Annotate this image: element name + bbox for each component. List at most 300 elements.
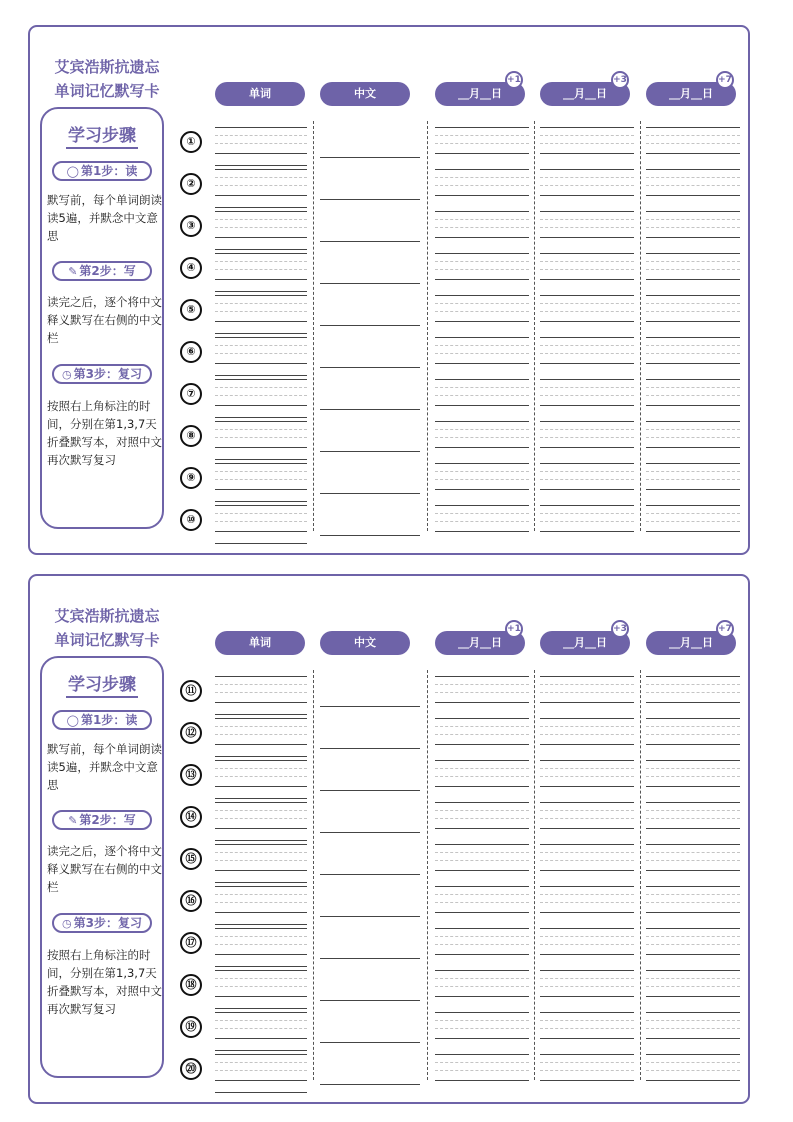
word-line [215,249,307,250]
review-badge-plus1: +1 [505,620,523,638]
step-1-badge: ◯ 第1步：读 [52,161,152,181]
guide-line [646,818,740,819]
chinese-line [320,409,420,410]
guide-line [215,684,307,685]
chinese-line [320,958,420,959]
steps-title: 学习步骤 [66,126,138,149]
review-line [646,828,740,829]
guide-line [435,734,529,735]
word-line [215,912,307,913]
row-number: ⑭ [180,806,202,828]
review-line [646,702,740,703]
word-line [215,211,307,212]
review-line [435,337,529,338]
guide-line [646,479,740,480]
review-line [435,169,529,170]
review-line [646,169,740,170]
steps-title: 学习步骤 [66,675,138,698]
guide-line [540,353,634,354]
guide-line [646,1020,740,1021]
guide-line [646,513,740,514]
header-chinese: 中文 [320,631,410,655]
word-line [215,718,307,719]
row-number: ③ [180,215,202,237]
guide-line [540,902,634,903]
row-number: ⑮ [180,848,202,870]
row-number: ④ [180,257,202,279]
guide-line [646,978,740,979]
word-line [215,253,307,254]
chinese-line [320,790,420,791]
review-line [540,886,634,887]
review-line [540,237,634,238]
review-line [646,928,740,929]
review-line [435,954,529,955]
word-line [215,702,307,703]
row-number: ① [180,131,202,153]
guide-line [215,810,307,811]
guide-line [646,143,740,144]
guide-line [540,734,634,735]
review-line [646,1054,740,1055]
column-separator [427,670,428,1080]
guide-line [435,177,529,178]
guide-line [215,986,307,987]
review-line [540,337,634,338]
word-line [215,379,307,380]
step-2-badge: ✎ 第2步：写 [52,261,152,281]
guide-line [435,303,529,304]
word-line [215,756,307,757]
header-day1-date: __月__日 [435,82,525,106]
review-line [435,447,529,448]
chinese-line [320,367,420,368]
word-line [215,786,307,787]
review-line [435,321,529,322]
word-line [215,1054,307,1055]
review-line [540,421,634,422]
chinese-line [320,157,420,158]
guide-line [435,860,529,861]
header-day3-date: __月__日 [540,631,630,655]
review-line [540,744,634,745]
guide-line [540,429,634,430]
column-separator [640,670,641,1080]
guide-line [435,143,529,144]
review-line [646,379,740,380]
guide-line [540,471,634,472]
guide-line [540,521,634,522]
review-line [435,802,529,803]
word-line [215,421,307,422]
guide-line [540,936,634,937]
guide-line [435,185,529,186]
review-line [540,127,634,128]
guide-line [540,437,634,438]
review-line [646,505,740,506]
review-line [540,970,634,971]
row-number: ⑤ [180,299,202,321]
column-separator [313,121,314,531]
word-line [215,375,307,376]
guide-line [540,768,634,769]
review-line [646,447,740,448]
review-line [646,870,740,871]
row-number: ⑩ [180,509,202,531]
guide-line [646,852,740,853]
guide-line [435,513,529,514]
step-1-text: 默写前，每个单词朗读读5遍，并默念中文意思 [47,742,162,792]
review-line [646,405,740,406]
speech-bubble-icon: ◯ [66,714,79,727]
review-line [435,363,529,364]
review-line [435,886,529,887]
review-line [646,1012,740,1013]
chinese-line [320,493,420,494]
guide-line [435,261,529,262]
header-word: 单词 [215,82,305,106]
row-number: ② [180,173,202,195]
word-line [215,870,307,871]
chinese-line [320,451,420,452]
guide-line [540,143,634,144]
review-line [540,279,634,280]
word-line [215,333,307,334]
review-line [540,363,634,364]
chinese-line [320,283,420,284]
review-line [646,912,740,913]
review-line [646,676,740,677]
guide-line [540,1070,634,1071]
chinese-line [320,874,420,875]
chinese-line [320,832,420,833]
guide-line [540,860,634,861]
guide-line [646,471,740,472]
guide-line [435,1062,529,1063]
review-badge-plus3: +3 [611,620,629,638]
step-1-badge: ◯ 第1步：读 [52,710,152,730]
guide-line [646,387,740,388]
word-line [215,165,307,166]
chinese-line [320,535,420,536]
guide-line [215,429,307,430]
row-number: ⑨ [180,467,202,489]
guide-line [540,1062,634,1063]
row-number: ⑳ [180,1058,202,1080]
guide-line [646,353,740,354]
guide-line [540,395,634,396]
word-line [215,321,307,322]
review-line [646,531,740,532]
guide-line [540,1028,634,1029]
guide-line [646,177,740,178]
word-line [215,714,307,715]
chinese-line [320,1000,420,1001]
dictation-card-2 [28,574,750,1104]
row-number: ⑫ [180,722,202,744]
column-separator [640,121,641,531]
guide-line [646,521,740,522]
guide-line [435,1070,529,1071]
guide-line [540,684,634,685]
word-line [215,676,307,677]
word-line [215,970,307,971]
word-line [215,417,307,418]
guide-line [435,311,529,312]
guide-line [215,135,307,136]
review-line [435,153,529,154]
guide-line [540,726,634,727]
review-line [540,954,634,955]
guide-line [646,768,740,769]
guide-line [215,1028,307,1029]
review-line [435,379,529,380]
review-line [646,954,740,955]
review-line [646,127,740,128]
guide-line [646,936,740,937]
chinese-line [320,706,420,707]
guide-line [435,1028,529,1029]
guide-line [646,1070,740,1071]
review-line [540,676,634,677]
guide-line [215,776,307,777]
guide-line [435,395,529,396]
review-line [646,1038,740,1039]
guide-line [435,387,529,388]
guide-line [646,860,740,861]
pencil-icon: ✎ [68,265,78,278]
review-line [540,786,634,787]
review-line [540,447,634,448]
guide-line [646,894,740,895]
review-line [540,1038,634,1039]
guide-line [646,437,740,438]
review-line [646,802,740,803]
guide-line [435,227,529,228]
guide-line [435,978,529,979]
review-line [435,744,529,745]
word-line [215,459,307,460]
row-number: ⑱ [180,974,202,996]
guide-line [215,860,307,861]
review-line [540,928,634,929]
guide-line [215,269,307,270]
review-line [435,912,529,913]
guide-line [646,986,740,987]
review-line [435,531,529,532]
word-line [215,924,307,925]
guide-line [215,471,307,472]
guide-line [215,768,307,769]
review-line [540,195,634,196]
chinese-line [320,916,420,917]
word-line [215,844,307,845]
review-line [646,489,740,490]
guide-line [646,303,740,304]
column-separator [427,121,428,531]
guide-line [215,479,307,480]
word-line [215,463,307,464]
guide-line [646,810,740,811]
dictation-card-1 [28,25,750,555]
guide-line [646,261,740,262]
header-chinese: 中文 [320,82,410,106]
review-line [540,405,634,406]
guide-line [435,345,529,346]
review-line [646,886,740,887]
step-3-badge: ◷ 第3步：复习 [52,913,152,933]
clock-icon: ◷ [62,368,72,381]
review-line [646,153,740,154]
word-line [215,802,307,803]
guide-line [646,692,740,693]
guide-line [540,513,634,514]
step-2-text: 读完之后，逐个将中文释义默写在右侧的中文栏 [47,295,162,345]
review-line [540,1012,634,1013]
word-line [215,207,307,208]
guide-line [435,135,529,136]
guide-line [646,185,740,186]
guide-line [435,776,529,777]
step-3-text: 按照右上角标注的时间，分别在第1,3,7天折叠默写本，对照中文再次默写复习 [47,399,162,467]
guide-line [646,684,740,685]
review-badge-plus7: +7 [716,71,734,89]
step-3-badge: ◷ 第3步：复习 [52,364,152,384]
guide-line [540,818,634,819]
guide-line [646,269,740,270]
guide-line [646,135,740,136]
header-day1-date: __月__日 [435,631,525,655]
guide-line [435,521,529,522]
chinese-line [320,1084,420,1085]
chinese-line [320,1042,420,1043]
guide-line [215,852,307,853]
review-line [646,760,740,761]
review-line [435,702,529,703]
review-line [646,195,740,196]
column-separator [313,670,314,1080]
review-line [435,505,529,506]
review-badge-plus7: +7 [716,620,734,638]
word-line [215,928,307,929]
review-line [646,279,740,280]
guide-line [215,818,307,819]
row-number: ⑪ [180,680,202,702]
guide-line [215,936,307,937]
guide-line [646,902,740,903]
guide-line [435,219,529,220]
review-line [646,321,740,322]
guide-line [215,1062,307,1063]
review-line [646,237,740,238]
guide-line [435,269,529,270]
review-line [435,870,529,871]
guide-line [435,936,529,937]
word-line [215,279,307,280]
guide-line [215,185,307,186]
review-line [435,253,529,254]
review-line [646,744,740,745]
word-line [215,1038,307,1039]
review-line [646,786,740,787]
steps-panel [40,656,164,1078]
row-number: ⑯ [180,890,202,912]
review-line [540,912,634,913]
review-line [435,295,529,296]
pencil-icon: ✎ [68,814,78,827]
word-line [215,840,307,841]
review-line [646,970,740,971]
review-line [435,279,529,280]
review-line [540,153,634,154]
word-line [215,501,307,502]
step-2-text: 读完之后，逐个将中文释义默写在右侧的中文栏 [47,844,162,894]
guide-line [435,684,529,685]
review-line [646,337,740,338]
guide-line [646,726,740,727]
review-line [540,844,634,845]
word-line [215,1008,307,1009]
guide-line [215,261,307,262]
word-line [215,127,307,128]
header-day7-date: __月__日 [646,82,736,106]
word-line [215,798,307,799]
guide-line [646,395,740,396]
guide-line [215,303,307,304]
speech-bubble-icon: ◯ [66,165,79,178]
review-line [435,421,529,422]
guide-line [540,810,634,811]
word-line [215,882,307,883]
review-line [435,237,529,238]
word-line [215,153,307,154]
guide-line [540,692,634,693]
review-line [435,463,529,464]
guide-line [215,978,307,979]
row-number: ⑦ [180,383,202,405]
review-line [540,211,634,212]
guide-line [215,1070,307,1071]
review-line [435,996,529,997]
review-line [540,718,634,719]
review-line [540,489,634,490]
review-line [646,421,740,422]
word-line [215,531,307,532]
guide-line [540,986,634,987]
step-3-text: 按照右上角标注的时间，分别在第1,3,7天折叠默写本，对照中文再次默写复习 [47,948,162,1016]
guide-line [646,227,740,228]
guide-line [435,692,529,693]
guide-line [435,471,529,472]
review-line [435,786,529,787]
word-line [215,363,307,364]
guide-line [540,852,634,853]
guide-line [646,776,740,777]
guide-line [215,311,307,312]
word-line [215,1050,307,1051]
review-line [540,505,634,506]
review-line [540,463,634,464]
word-line [215,886,307,887]
guide-line [646,429,740,430]
review-line [540,1080,634,1081]
word-line [215,295,307,296]
guide-line [215,395,307,396]
guide-line [215,902,307,903]
word-line [215,169,307,170]
guide-line [540,978,634,979]
guide-line [435,353,529,354]
